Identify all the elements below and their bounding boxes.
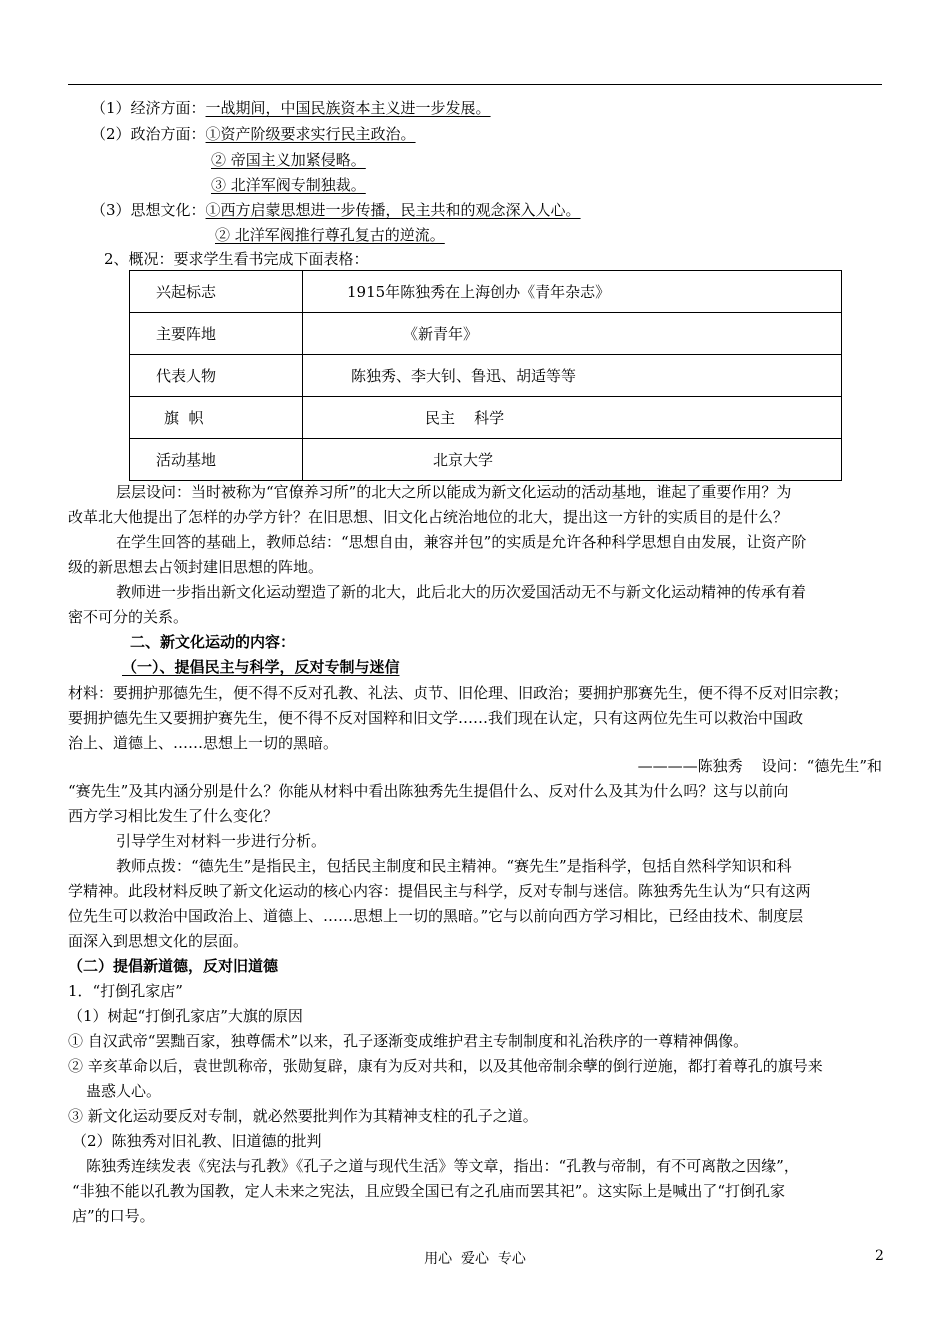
table-value: 《新青年》 <box>303 313 842 355</box>
table-row <box>130 397 842 439</box>
table-row <box>130 355 842 397</box>
culture-label: （3）思想文化： <box>91 201 206 219</box>
paragraph-line: 在学生回答的基础上，教师总结：“思想自由，兼容并包”的实质是允许各种科学思想自由发展，让资产阶 <box>116 533 807 551</box>
attribution-line: ————陈独秀 设问：“德先生”和 <box>637 757 882 775</box>
paragraph-line: 店”的口号。 <box>72 1207 155 1225</box>
table-row <box>130 271 842 313</box>
paragraph-line: 陈独秀连续发表《宪法与孔教》《孔子之道与现代生活》等文章，指出：“孔教与帝制，有不可离散之因缘”， <box>86 1157 799 1175</box>
paragraph-line: 层层设问：当时被称为“官僚养习所”的北大之所以能成为新文化运动的活动基地，谁起了重要作用？为 <box>116 483 792 501</box>
table-row <box>130 313 842 355</box>
paragraph-line: 教师进一步指出新文化运动塑造了新的北大，此后北大的历次爱国活动无不与新文化运动精神的传承有着 <box>116 583 807 601</box>
table-value: 1915年陈独秀在上海创办《青年杂志》 <box>303 271 842 313</box>
item-subheading: （1）树起“打倒孔家店”大旗的原因 <box>68 1007 303 1025</box>
table-key: 活动基地 <box>130 439 303 481</box>
item-subheading: （2）陈独秀对旧礼教、旧道德的批判 <box>72 1132 322 1150</box>
paragraph-line: 改革北大他提出了怎样的办学方针？在旧思想、旧文化占统治地位的北大，提出这一方针的实质目的是什么？ <box>68 508 789 526</box>
reason-line: ① 自汉武帝“罢黜百家，独尊儒术”以来，孔子逐渐变成维护君主专制制度和礼治秩序的一尊精神偶像。 <box>68 1032 749 1050</box>
header-rule <box>68 84 882 85</box>
paragraph-line: 位先生可以救治中国政治上、道德上、……思想上一切的黑暗。”它与以前向西方学习相比，已经由技术、制度层 <box>68 907 804 925</box>
item-heading: 1．“打倒孔家店” <box>68 982 183 1000</box>
politics-item: ② 帝国主义加紧侵略。 <box>211 151 366 169</box>
econ-text: 一战期间，中国民族资本主义进一步发展。 <box>205 99 491 117</box>
page-footer: 用心 爱心 专心 <box>424 1251 526 1267</box>
table-value: 北京大学 <box>303 439 842 481</box>
material-line: 治上、道德上、……思想上一切的黑暗。 <box>68 734 339 752</box>
econ-label: （1）经济方面： <box>91 99 206 117</box>
politics-line-1 <box>91 124 416 144</box>
culture-item: ② 北洋军阀推行尊孔复古的逆流。 <box>215 226 445 244</box>
paragraph-line: 引导学生对材料一步进行分析。 <box>116 832 327 850</box>
table-key: 主要阵地 <box>130 313 303 355</box>
culture-item: ①西方启蒙思想进一步传播，民主共和的观念深入人心。 <box>205 201 581 219</box>
table-key: 代表人物 <box>130 355 303 397</box>
paragraph-line: “非独不能以孔教为国教，定人未来之宪法，且应毁全国已有之孔庙而罢其祀”。这实际上是喊出了“打倒孔家 <box>72 1182 786 1200</box>
politics-item: ①资产阶级要求实行民主政治。 <box>205 125 416 143</box>
politics-item: ③ 北洋军阀专制独裁。 <box>211 176 366 194</box>
subsection-heading: （一）、提倡民主与科学，反对专制与迷信 <box>122 658 400 676</box>
reason-line: ② 辛亥革命以后，袁世凯称帝，张勋复辟，康有为反对共和，以及其他帝制余孽的倒行逆施，都打着尊孔的旗号来 <box>68 1057 823 1075</box>
paragraph-line: 面深入到思想文化的层面。 <box>68 932 249 950</box>
table-value: 陈独秀、李大钊、鲁迅、胡适等等 <box>303 355 842 397</box>
reason-line: ③ 新文化运动要反对专制，就必然要批判作为其精神支柱的孔子之道。 <box>68 1107 538 1125</box>
paragraph-line: 西方学习相比发生了什么变化？ <box>68 807 279 825</box>
politics-label: （2）政治方面： <box>91 125 206 143</box>
paragraph-line: 密不可分的关系。 <box>68 608 189 626</box>
table-key: 兴起标志 <box>130 271 303 313</box>
section-heading: 二、新文化运动的内容： <box>130 633 296 651</box>
table-row <box>130 439 842 481</box>
paragraph-line: “赛先生”及其内涵分别是什么？你能从材料中看出陈独秀先生提倡什么、反对什么及其为什么吗？这与以前向 <box>68 782 789 800</box>
reason-line: 蛊惑人心。 <box>86 1082 162 1100</box>
material-line: 材料：要拥护那德先生，便不得不反对孔教、礼法、贞节、旧伦理、旧政治；要拥护那赛先生，便不得不反对旧宗教； <box>68 684 849 702</box>
paragraph-line: 学精神。此段材料反映了新文化运动的核心内容：提倡民主与科学，反对专制与迷信。陈独秀先生认为“只有这两 <box>68 882 811 900</box>
econ-line <box>91 98 491 118</box>
overview-table <box>129 270 842 481</box>
culture-line-1 <box>91 200 581 220</box>
paragraph-line: 教师点拨：“德先生”是指民主，包括民主制度和民主精神。“赛先生”是指科学，包括自然科学知识和科 <box>116 857 792 875</box>
table-value: 民主 科学 <box>303 397 842 439</box>
overview-line: 2、概况：要求学生看书完成下面表格： <box>104 250 369 268</box>
paragraph-line: 级的新思想去占领封建旧思想的阵地。 <box>68 558 324 576</box>
material-line: 要拥护德先生又要拥护赛先生，便不得不反对国粹和旧文学……我们现在认定，只有这两位先生可以救治中国政 <box>68 709 804 727</box>
subsection-heading: （二）提倡新道德，反对旧道德 <box>68 957 279 975</box>
page-number: 2 <box>875 1248 884 1264</box>
table-key: 旗 帜 <box>130 397 303 439</box>
